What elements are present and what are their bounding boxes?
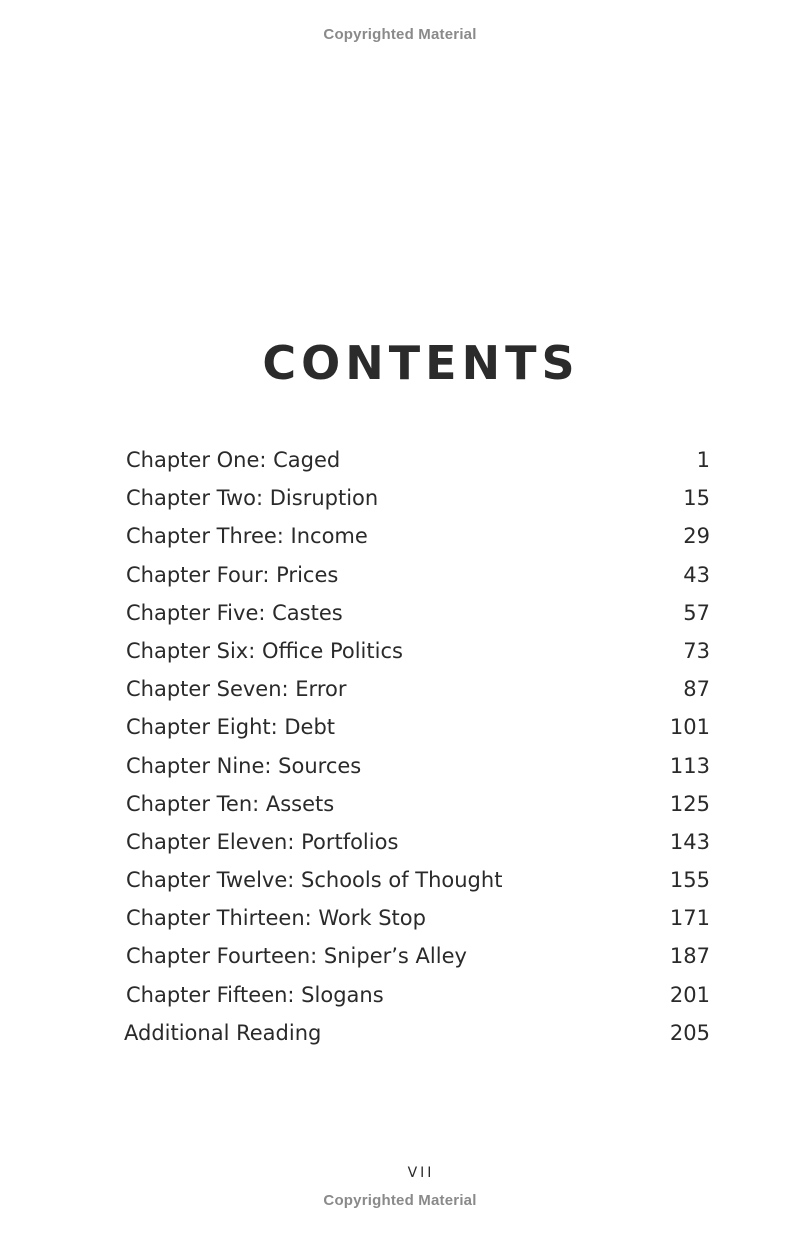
toc-entry-title: Chapter Eight: Debt xyxy=(126,715,336,740)
toc-entry-page: 43 xyxy=(683,562,710,587)
toc-entry[interactable] xyxy=(126,747,710,785)
toc-entry-title: Chapter Six: Office Politics xyxy=(126,638,403,663)
toc-entry-title: Chapter Ten: Assets xyxy=(126,791,335,816)
toc-entry-page: 101 xyxy=(669,715,710,740)
toc-entry-title: Chapter Three: Income xyxy=(126,524,368,549)
toc-entry[interactable] xyxy=(126,861,710,899)
toc-entry-page: 113 xyxy=(669,753,710,778)
copyright-watermark-bottom: Copyrighted Material xyxy=(323,1192,477,1209)
toc-entry-page: 155 xyxy=(669,868,710,893)
toc-entry-title: Chapter Seven: Error xyxy=(126,677,347,702)
toc-entry-title: Chapter Twelve: Schools of Thought xyxy=(126,868,503,893)
toc-entry[interactable] xyxy=(126,517,710,555)
toc-entry[interactable] xyxy=(126,632,710,670)
toc-entry[interactable] xyxy=(126,823,710,861)
toc-entry-title: Chapter Eleven: Portfolios xyxy=(126,829,399,854)
table-of-contents xyxy=(126,441,710,1052)
toc-entry-title: Chapter Fourteen: Sniper’s Alley xyxy=(126,944,467,969)
toc-entry[interactable] xyxy=(126,899,710,937)
toc-entry-title: Chapter Two: Disruption xyxy=(126,486,379,511)
toc-entry-page: 57 xyxy=(683,600,710,625)
toc-entry-title: Additional Reading xyxy=(124,1020,322,1045)
toc-entry-title: Chapter Thirteen: Work Stop xyxy=(126,906,426,931)
toc-entry-title: Chapter Five: Castes xyxy=(126,600,343,625)
toc-entry-title: Chapter Four: Prices xyxy=(126,562,339,587)
toc-entry-page: 187 xyxy=(669,944,710,969)
toc-entry-page: 73 xyxy=(683,638,710,663)
toc-entry-page: 143 xyxy=(669,829,710,854)
toc-entry-title: Chapter Fifteen: Slogans xyxy=(126,982,384,1007)
toc-entry-page: 29 xyxy=(683,524,710,549)
page-number: VII xyxy=(407,1165,435,1181)
toc-entry-page: 201 xyxy=(669,982,710,1007)
toc-entry-page: 1 xyxy=(696,448,710,472)
toc-entry-title: Chapter Nine: Sources xyxy=(126,753,362,778)
toc-entry-page: 15 xyxy=(683,486,710,511)
toc-entry-additional-reading[interactable] xyxy=(124,1014,710,1052)
toc-entry-page: 125 xyxy=(669,791,710,816)
toc-entry[interactable] xyxy=(126,976,710,1014)
toc-entry-page: 87 xyxy=(683,677,710,702)
page-title: CONTENTS xyxy=(262,336,580,390)
copyright-watermark-top: Copyrighted Material xyxy=(323,26,477,43)
toc-entry[interactable] xyxy=(126,479,710,517)
toc-entry[interactable] xyxy=(126,708,710,746)
toc-entry[interactable] xyxy=(126,670,710,708)
toc-entry[interactable] xyxy=(126,594,710,632)
toc-entry[interactable] xyxy=(126,937,710,975)
toc-entry-page: 171 xyxy=(669,906,710,931)
toc-entry-title: Chapter One: Caged xyxy=(126,448,341,472)
toc-entry[interactable] xyxy=(126,556,710,594)
toc-entry-page: 205 xyxy=(669,1020,710,1045)
toc-entry[interactable] xyxy=(126,785,710,823)
toc-entry[interactable] xyxy=(126,441,710,479)
